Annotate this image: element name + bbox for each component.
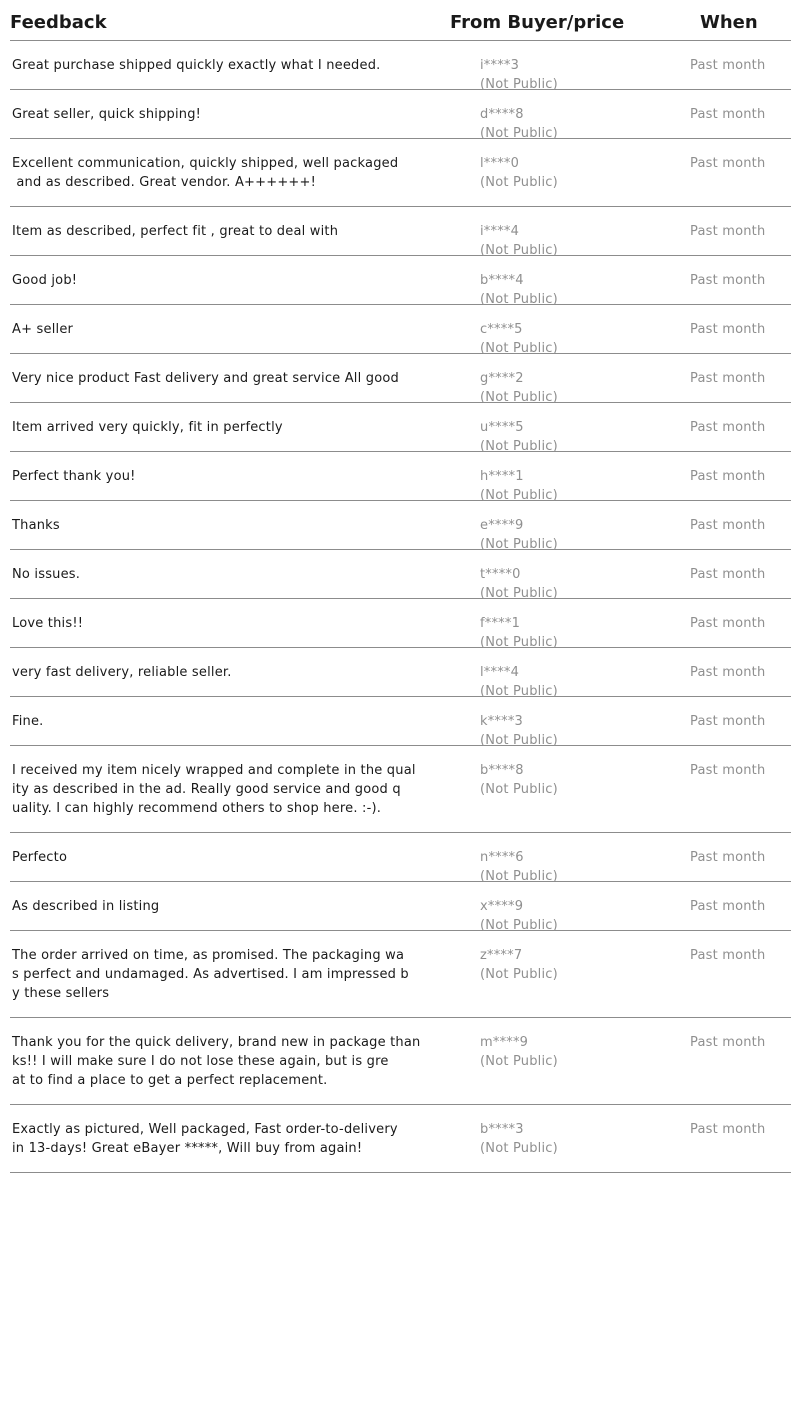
buyer-privacy: (Not Public) [480,918,558,933]
buyer-cell [480,663,558,701]
feedback-text: Item arrived very quickly, fit in perfectly [12,420,283,435]
table-row [10,1105,791,1173]
buyer-id: b****8 [480,763,524,778]
feedback-text: Great seller, quick shipping! [12,107,202,122]
table-header [10,8,791,41]
buyer-cell [480,105,558,143]
buyer-privacy: (Not Public) [480,635,558,650]
table-row [10,90,791,139]
table-row [10,550,791,599]
feedback-when: Past month [690,518,766,533]
table-row [10,1018,791,1105]
feedback-text: Thanks [12,518,60,533]
feedback-table [10,8,791,1173]
buyer-privacy: (Not Public) [480,967,558,982]
feedback-when: Past month [690,948,766,963]
buyer-id: x****9 [480,899,524,914]
buyer-cell [480,222,558,260]
buyer-privacy: (Not Public) [480,1141,558,1156]
feedback-when: Past month [690,469,766,484]
buyer-id: h****1 [480,469,524,484]
table-row [10,207,791,256]
buyer-cell [480,516,558,554]
buyer-id: z****7 [480,948,523,963]
table-row [10,833,791,882]
buyer-id: f****1 [480,616,521,631]
buyer-privacy: (Not Public) [480,1054,558,1069]
feedback-text: very fast delivery, reliable seller. [12,665,232,680]
buyer-id: b****3 [480,1122,524,1137]
buyer-id: b****4 [480,273,524,288]
buyer-privacy: (Not Public) [480,684,558,699]
buyer-privacy: (Not Public) [480,869,558,884]
buyer-cell [480,1033,558,1071]
feedback-when: Past month [690,1035,766,1050]
buyer-cell [480,848,558,886]
header-feedback[interactable]: Feedback [10,12,107,33]
table-row [10,931,791,1018]
buyer-id: l****4 [480,665,520,680]
table-row [10,139,791,207]
buyer-id: d****8 [480,107,524,122]
feedback-text: No issues. [12,567,81,582]
feedback-text: A+ seller [12,322,74,337]
buyer-privacy: (Not Public) [480,782,558,797]
buyer-privacy: (Not Public) [480,243,558,258]
buyer-privacy: (Not Public) [480,439,558,454]
feedback-when: Past month [690,567,766,582]
header-when[interactable]: When [700,12,758,33]
buyer-id: i****3 [480,58,520,73]
feedback-when: Past month [690,1122,766,1137]
buyer-cell [480,369,558,407]
buyer-id: e****9 [480,518,524,533]
feedback-text: Excellent communication, quickly shipped, well packaged and as described. Great vendor. A++++++! [12,156,399,190]
feedback-text: Good job! [12,273,78,288]
buyer-cell [480,320,558,358]
buyer-cell [480,761,558,799]
buyer-cell [480,271,558,309]
buyer-id: n****6 [480,850,524,865]
table-row [10,354,791,403]
buyer-cell [480,1120,558,1158]
buyer-privacy: (Not Public) [480,733,558,748]
table-row [10,403,791,452]
table-row [10,599,791,648]
table-row [10,256,791,305]
buyer-privacy: (Not Public) [480,126,558,141]
table-row [10,882,791,931]
feedback-text: Item as described, perfect fit , great to deal with [12,224,339,239]
feedback-when: Past month [690,156,766,171]
table-row [10,501,791,550]
feedback-text: Exactly as pictured, Well packaged, Fast order-to-delivery in 13-days! Great eBayer *****, Will buy from again! [12,1122,398,1156]
table-row [10,648,791,697]
table-row [10,41,791,90]
buyer-cell [480,946,558,984]
buyer-id: k****3 [480,714,523,729]
feedback-when: Past month [690,224,766,239]
buyer-cell [480,897,558,935]
feedback-text: Love this!! [12,616,84,631]
buyer-cell [480,154,558,192]
table-row [10,305,791,354]
feedback-when: Past month [690,665,766,680]
buyer-privacy: (Not Public) [480,292,558,307]
feedback-when: Past month [690,850,766,865]
feedback-text: The order arrived on time, as promised. The packaging wa s perfect and undamaged. As advertised. I am impressed b y these sellers [12,948,409,1001]
feedback-when: Past month [690,322,766,337]
feedback-text: Fine. [12,714,44,729]
buyer-id: l****0 [480,156,520,171]
feedback-when: Past month [690,763,766,778]
feedback-when: Past month [690,714,766,729]
feedback-when: Past month [690,58,766,73]
buyer-id: g****2 [480,371,524,386]
buyer-cell [480,56,558,94]
feedback-when: Past month [690,371,766,386]
buyer-cell [480,565,558,603]
buyer-privacy: (Not Public) [480,537,558,552]
feedback-text: As described in listing [12,899,160,914]
table-row [10,746,791,833]
buyer-id: m****9 [480,1035,529,1050]
buyer-cell [480,712,558,750]
header-buyer-price[interactable]: From Buyer/price [450,12,625,33]
feedback-when: Past month [690,420,766,435]
buyer-id: i****4 [480,224,520,239]
feedback-text: Thank you for the quick delivery, brand new in package than ks!! I will make sure I do not lose these again, but is gre at to find a place to get a perfect replacement. [12,1035,421,1088]
buyer-id: t****0 [480,567,521,582]
feedback-when: Past month [690,899,766,914]
buyer-privacy: (Not Public) [480,390,558,405]
buyer-cell [480,467,558,505]
buyer-cell [480,614,558,652]
feedback-when: Past month [690,273,766,288]
feedback-when: Past month [690,107,766,122]
buyer-privacy: (Not Public) [480,586,558,601]
feedback-rows [10,41,791,1173]
buyer-privacy: (Not Public) [480,77,558,92]
buyer-id: c****5 [480,322,523,337]
feedback-text: Perfecto [12,850,68,865]
buyer-privacy: (Not Public) [480,175,558,190]
buyer-id: u****5 [480,420,524,435]
buyer-privacy: (Not Public) [480,488,558,503]
feedback-when: Past month [690,616,766,631]
buyer-privacy: (Not Public) [480,341,558,356]
table-row [10,452,791,501]
buyer-cell [480,418,558,456]
feedback-text: I received my item nicely wrapped and complete in the qual ity as described in the ad. Really good service and good q uality. I can highly recommend others to shop here. :-). [12,763,416,816]
table-row [10,697,791,746]
feedback-text: Perfect thank you! [12,469,136,484]
feedback-text: Great purchase shipped quickly exactly what I needed. [12,58,381,73]
feedback-text: Very nice product Fast delivery and great service All good [12,371,399,386]
